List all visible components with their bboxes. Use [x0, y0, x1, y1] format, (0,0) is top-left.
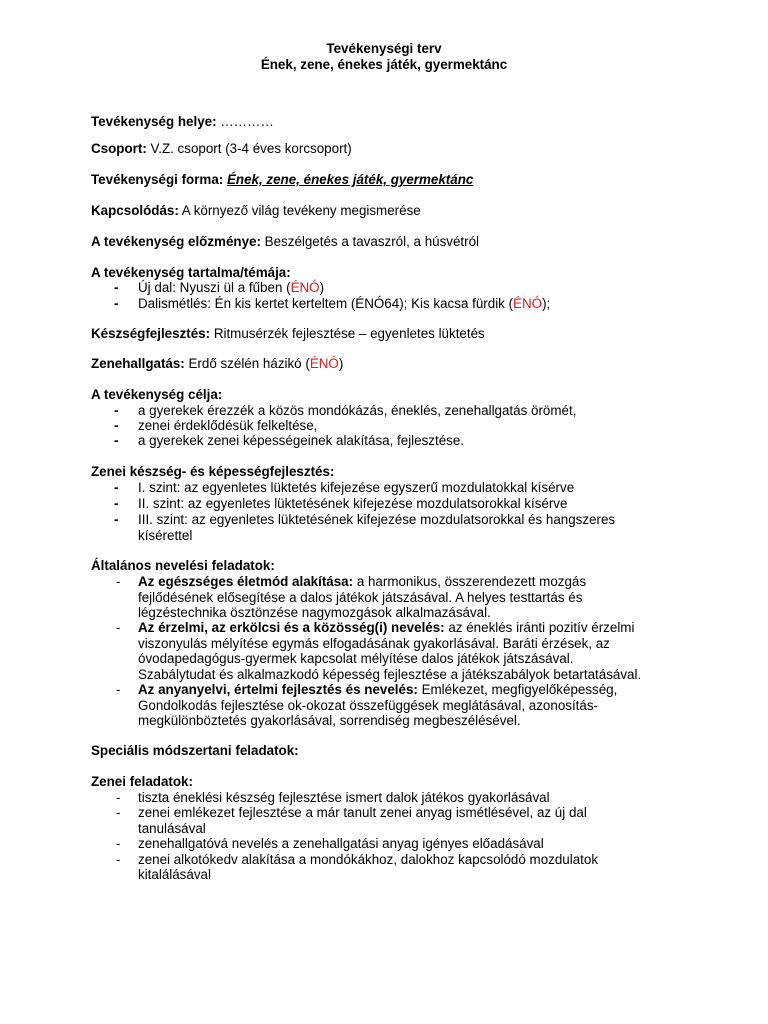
- field-hely: [91, 114, 274, 130]
- bullet-marker: -: [114, 418, 119, 433]
- bullet-marker: -: [114, 512, 119, 527]
- field-label: Zenehallgatás:: [91, 356, 185, 371]
- list-item: zenei emlékezet fejlesztése a már tanult zenei anyag ismétlésével, az új dal: [138, 805, 587, 820]
- section-heading-specialis: Speciális módszertani feladatok:: [91, 743, 299, 758]
- field-csoport: [91, 141, 352, 157]
- doc-title: Tevékenységi terv: [326, 41, 442, 56]
- list-item: Új dal: Nyuszi ül a fűben (ÉNÓ): [138, 280, 325, 295]
- list-item-continuation: tanulásával: [138, 821, 206, 836]
- field-label: A tevékenység előzménye:: [91, 234, 261, 249]
- list-item: zenei alkotókedv alakítása a mondókákhoz, dalokhoz kapcsolódó mozdulatok: [138, 852, 599, 867]
- field-value: A környező világ tevékeny megismerése: [178, 203, 421, 218]
- field-label: Kapcsolódás:: [91, 203, 179, 218]
- field-forma: [91, 172, 473, 188]
- list-item-continuation: óvodapedagógus-gyermek kapcsolat mélyítése dalos játékok játszásával.: [138, 651, 574, 666]
- list-item: Dalismétlés: Én kis kertet kerteltem (ÉNÓ64); Kis kacsa fürdik (ÉNÓ);: [138, 296, 551, 311]
- field-elozmeny: [91, 234, 479, 250]
- eno-ref: ÉNÓ: [513, 296, 543, 311]
- section-heading-zenei-keszseg: Zenei készség- és képességfejlesztés:: [91, 464, 335, 479]
- list-item-continuation: kísérettel: [138, 528, 193, 543]
- dash-marker: -: [116, 574, 121, 589]
- list-item: zenei érdeklődésük felkeltése,: [138, 418, 318, 433]
- bullet-marker: -: [114, 403, 119, 418]
- field-label: Tevékenység helye:: [91, 114, 217, 129]
- eno-ref: ÉNÓ: [290, 280, 320, 295]
- field-value: V.Z. csoport (3-4 éves korcsoport): [146, 141, 352, 156]
- doc-subtitle: Ének, zene, énekes játék, gyermektánc: [260, 57, 508, 72]
- list-item-continuation: fejlődésének elősegítése a dalos játékok játszásával. A helyes testtartás és: [138, 590, 583, 605]
- list-item-continuation: Szabálytudat és alkalmazkodó képesség fejlesztése a játékszabályok betartatásával.: [138, 667, 642, 682]
- list-item-continuation: megkülönböztetés gyakorlásával, sorrendiség megbeszélésével.: [138, 713, 521, 728]
- eno-ref: ÉNÓ: [309, 356, 339, 371]
- dash-marker: -: [116, 852, 121, 867]
- list-item: II. szint: az egyenletes lüktetésének kifejezése mozdulatsorokkal kísérve: [138, 496, 568, 511]
- list-item-continuation: viszonyulás mélyítése egymás elfogadásának gyakorlásával. Baráti érzések, az: [138, 636, 610, 651]
- field-label: Tevékenységi forma:: [91, 172, 224, 187]
- bullet-marker: -: [114, 296, 119, 311]
- bullet-marker: -: [114, 280, 119, 295]
- list-item: tiszta éneklési készség fejlesztése ismert dalok játékos gyakorlásával: [138, 790, 550, 805]
- field-zenehallgatas: Zenehallgatás: Erdő szélén házikó (ÉNÓ): [91, 356, 344, 371]
- dash-marker: -: [116, 620, 121, 635]
- list-item-continuation: légzéstechnika ösztönzése nagymozgások alkalmazásával.: [138, 605, 491, 620]
- section-heading-altalanos: Általános nevelési feladatok:: [91, 558, 275, 573]
- list-item: I. szint: az egyenletes lüktetés kifejezése egyszerű mozdulatokkal kísérve: [138, 480, 575, 495]
- dash-marker: -: [116, 682, 121, 697]
- field-value: Ritmusérzék fejlesztése – egyenletes lüktetés: [210, 326, 485, 341]
- list-item-continuation: kitalálásával: [138, 867, 211, 882]
- list-item: III. szint: az egyenletes lüktetésének kifejezése mozdulatsorokkal és hangszeres: [138, 512, 616, 527]
- field-value: Beszélgetés a tavaszról, a húsvétról: [260, 234, 480, 249]
- field-label: Készségfejlesztés:: [91, 326, 211, 341]
- list-item: Az érzelmi, az erkölcsi és a közösség(i) nevelés: az éneklés iránti pozitív érzelmi: [138, 620, 635, 635]
- bullet-marker: -: [114, 480, 119, 495]
- section-heading-zenei-feladatok: Zenei feladatok:: [91, 774, 193, 789]
- bullet-marker: -: [114, 433, 119, 448]
- list-item: zenehallgatóvá nevelés a zenehallgatási anyag igényes előadásával: [138, 836, 544, 851]
- list-item: Az anyanyelvi, értelmi fejlesztés és nevelés: Emlékezet, megfigyelőképesség,: [138, 682, 618, 697]
- section-heading-celja: A tevékenység célja:: [91, 387, 223, 402]
- dash-marker: -: [116, 805, 121, 820]
- dash-marker: -: [116, 836, 121, 851]
- bullet-marker: -: [114, 496, 119, 511]
- field-value: Ének, zene, énekes játék, gyermektánc: [226, 172, 474, 187]
- list-item: a gyerekek zenei képességeinek alakítása, fejlesztése.: [138, 433, 465, 448]
- field-value: …………: [216, 114, 274, 129]
- section-heading-tartalma: A tevékenység tartalma/témája:: [91, 265, 291, 280]
- dash-marker: -: [116, 790, 121, 805]
- list-item: a gyerekek érezzék a közös mondókázás, éneklés, zenehallgatás örömét,: [138, 403, 577, 418]
- list-item: Az egészséges életmód alakítása: a harmonikus, összerendezett mozgás: [138, 574, 587, 589]
- field-kapcsolodas: [91, 203, 421, 219]
- field-keszsegfejlesztes: [91, 326, 485, 342]
- field-label: Csoport:: [91, 141, 147, 156]
- list-item-continuation: Gondolkodás fejlesztése ok-okozat összefüggések meglátásával, azonosítás-: [138, 698, 599, 713]
